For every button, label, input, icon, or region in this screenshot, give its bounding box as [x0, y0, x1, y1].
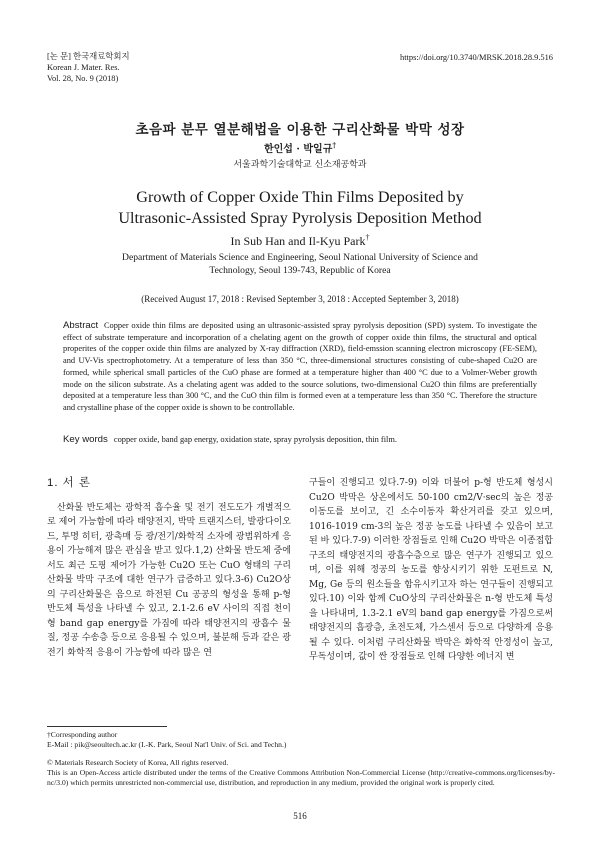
- keywords-text: copper oxide, band gap energy, oxidation state, spray pyrolysis deposition, thin film.: [113, 435, 397, 444]
- journal-name-ko: [논 문] 한국재료학회지: [47, 52, 130, 61]
- english-affiliation: [60, 252, 540, 277]
- english-title-line1: Growth of Copper Oxide Thin Films Deposited by: [136, 188, 464, 206]
- journal-name-en: Korean J. Mater. Res.: [47, 62, 120, 72]
- author-email: E-Mail : pik@seoultech.ac.kr (I.-K. Park, Seoul Nat'l Univ. of Sci. and Techn.): [47, 740, 287, 749]
- body-column-left: [47, 476, 291, 660]
- copyright-notice: [47, 758, 555, 789]
- abstract-text: Copper oxide thin films are deposited using an ultrasonic-assisted spray pyrolysis deposition (SPD) system. To investigate the effect of substrate temperature and incorporation of a chelating agent on the growth of copper oxide thin films, the structural and optical properites of the copper oxide thin films are analyzed by X-ray diffraction (XRD), field-emssion scanning electron microscopy (FE-SEM), and UV-Vis spectrophotometry. At a temperature of less than 350 °C, three-dimensional structures consisting of cube-shaped Cu2O are formed, while spherical small particles of the CuO phase are formed at a temperature higher than 400 °C due to a Volmer-Weber growth mode on the silicon substrate. As a chelating agent was added to the source solutions, two-dimensional Cu2O thin films are preferentially deposited at a temperature less than 300 °C, and the CuO thin film is formed even at a temperature less than 350 °C. Therefore the structure and crystalline phase of the copper oxide is shown to be controllable.: [63, 321, 538, 412]
- copyright-line: © Materials Research Society of Korea, All rights reserved.: [47, 758, 229, 767]
- english-authors: [0, 233, 600, 249]
- corresponding-mark-en: †: [365, 233, 370, 242]
- korean-title: 초음파 분무 열분해법을 이용한 구리산화물 박막 성장: [135, 122, 465, 138]
- english-author-names: In Sub Han and Il-Kyu Park: [230, 234, 366, 248]
- journal-header: [47, 52, 130, 84]
- body-paragraph: 산화물 반도체는 광학적 흡수율 및 전기 전도도가 개별적으로 제어 가능함에 따라 태양전지, 박막 트랜지스터, 발광다이오드, 투명 히터, 광촉매 등 광/전기/화학적 소자에 광범위하게 응용이 가능해져 많은 관심을 받고 있다.1,2) 산화물 반도체 중에서도 최근 도핑 제어가 가능한 Cu2O 또는 CuO 형태의 구리산화물 박막 구조에 대한 연구가 급증하고 있다.3-6) Cu2O상의 구리산화물은 음으로 하전된 Cu 공공의 형성을 통해 p-형 반도체 특성을 나타낼 수 있고, 2.1-2.6 eV 사이의 직접 천이형 band gap energy를 가짐에 따라 태양전지의 광흡수 물질, 정공 수송층 등으로 응용될 수 있으며, 불분해 등과 같은 광전기 화학적 응용이 가능함에 따라 많은 연: [47, 502, 291, 658]
- doi-link[interactable]: https://doi.org/10.3740/MRSK.2018.28.9.516: [400, 53, 553, 62]
- section-heading-introduction: 1. 서 론: [47, 477, 91, 489]
- journal-volume: Vol. 28, No. 9 (2018): [47, 73, 119, 83]
- keywords: [63, 434, 537, 445]
- page-number: 516: [293, 811, 307, 821]
- korean-author-names: 한인섭 · 박일규: [263, 144, 333, 155]
- license-text: This is an Open-Access article distributed under the terms of the Creative Commons Attribution Non-Commercial License (http://creative-commons.org/licenses/by-nc/3.0) which permits unrestricted non-commercial use, distribution, and reproduction in any medium, provided the original work is properly cited.: [47, 768, 555, 788]
- korean-authors: [0, 140, 600, 155]
- english-affiliation-line1: Department of Materials Science and Engineering, Seoul National University of Science and: [122, 252, 478, 263]
- received-dates: (Received August 17, 2018 : Revised September 3, 2018 : Accepted September 3, 2018): [141, 294, 459, 304]
- body-column-right: [309, 476, 553, 665]
- body-paragraph-continued: 구들이 진행되고 있다.7-9) 이와 더불어 p-형 반도체 형성시 Cu2O 박막은 상온에서도 50-100 cm2/V·sec의 높은 정공 이동도를 보이고, 긴 소수이동자 확산거리를 갖고 있으며, 1016-1019 cm-3의 높은 정공 농도를 나타낼 수 있음이 보고된 바 있다.7-9) 이러한 장점들로 인해 Cu2O 박막은 이종접합구조의 태양전지의 광흡수층으로 많은 연구가 진행되고 있으며, 이를 위해 정공의 농도를 향상시키기 위한 도펀트로 N, Mg, Ge 등의 원소들을 함유시키고자 하는 연구들이 진행되고 있다.10) 이와 함께 CuO상의 구리산화물은 n-형 반도체 특성을 나타내며, 1.3-2.1 eV의 band gap energy를 가짐으로써 태양전지의 흡광층, 초전도체, 가스센서 등으로 다양하게 응용될 수 있다. 이처럼 구리산화물 박막은 화학적 안정성이 높고, 무독성이며, 값이 싼 장점들로 인해 다양한 에너지 변: [309, 478, 553, 662]
- corresponding-author-note: †Corresponding author: [47, 730, 118, 739]
- korean-affiliation: 서울과학기술대학교 신소재공학과: [233, 160, 367, 170]
- english-affiliation-line2: Technology, Seoul 139-743, Republic of Korea: [209, 264, 391, 276]
- abstract: [63, 320, 537, 414]
- english-title-line2: Ultrasonic-Assisted Spray Pyrolysis Deposition Method: [118, 209, 482, 227]
- keywords-label: Key words: [63, 434, 108, 445]
- corresponding-mark: †: [332, 140, 337, 150]
- footnote-divider: [47, 726, 167, 727]
- english-title: [0, 187, 600, 229]
- footnote: [47, 730, 286, 750]
- abstract-label: Abstract: [63, 320, 99, 331]
